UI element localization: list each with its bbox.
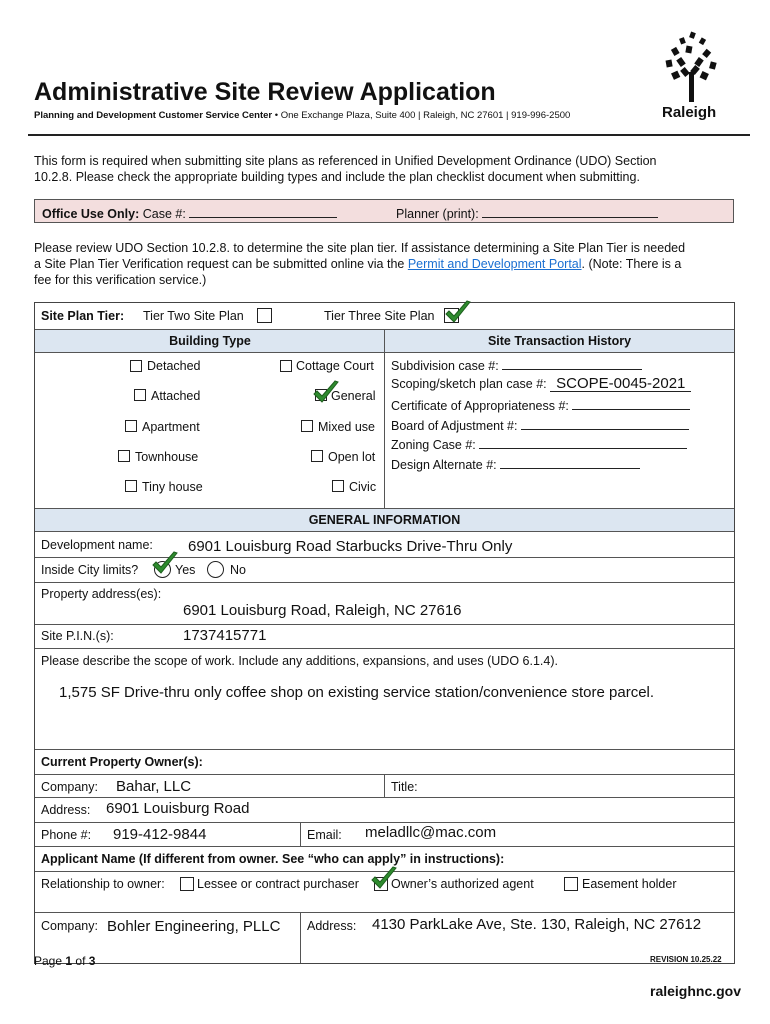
owner-email-label: Email: [307, 828, 342, 842]
subtitle-center: Planning and Development Customer Service Center [34, 110, 273, 121]
open-lot-checkbox[interactable] [311, 450, 323, 462]
mixed-use-checkbox[interactable] [301, 420, 313, 432]
intro-paragraph [34, 153, 657, 185]
tiny-house-label: Tiny house [142, 480, 203, 494]
tier-two-label: Tier Two Site Plan [143, 309, 244, 323]
detached-label: Detached [147, 359, 201, 373]
office-use-box [34, 199, 734, 223]
building-type-header: Building Type [169, 334, 251, 348]
owner-title-label: Title: [391, 780, 418, 794]
owner-company-field[interactable]: Bahar, LLC [116, 778, 192, 795]
coa-field[interactable] [572, 397, 690, 410]
page-number [34, 954, 95, 968]
subdivision-label: Subdivision case #: [391, 359, 499, 373]
lessee-label: Lessee or contract purchaser [197, 877, 359, 891]
portal-link[interactable]: Permit and Development Portal [407, 257, 582, 271]
townhouse-label: Townhouse [135, 450, 199, 464]
cottage-court-checkbox[interactable] [280, 360, 292, 372]
cottage-court-label: Cottage Court [296, 359, 374, 373]
city-no-radio[interactable] [207, 561, 224, 578]
owner-email-field[interactable]: meladllc@mac.com [365, 824, 497, 841]
detached-checkbox[interactable] [130, 360, 142, 372]
design-alternate-label: Design Alternate #: [391, 458, 497, 472]
page-total: 3 [88, 954, 96, 968]
dev-name-field[interactable]: 6901 Louisburg Road Starbucks Drive-Thru Only [188, 538, 513, 555]
case-label: Case #: [142, 207, 186, 221]
revision-label: REVISION 10.25.22 [650, 955, 722, 964]
page-current: 1 [65, 954, 73, 968]
boa-field[interactable] [521, 417, 689, 430]
civic-label: Civic [349, 480, 377, 494]
review-paragraph [34, 240, 685, 288]
website-label: raleighnc.gov [650, 983, 742, 999]
authorized-agent-label: Owner’s authorized agent [391, 877, 534, 891]
zoning-label: Zoning Case #: [391, 438, 476, 452]
scope-label: Please describe the scope of work. Include any additions, expansions, and uses (UDO 6.1.4). [41, 654, 558, 668]
transaction-history-header: Site Transaction History [487, 334, 632, 348]
owner-address-field[interactable]: 6901 Louisburg Road [106, 800, 250, 817]
property-address-label: Property address(es): [41, 587, 162, 601]
review-line-2-end: . (Note: There is a [581, 257, 682, 271]
intro-line-2: 10.2.8. Please check the appropriate building types and include the plan checklist document when submitting. [34, 170, 640, 184]
applicant-address-label: Address: [307, 919, 357, 933]
review-line-1: Please review UDO Section 10.2.8. to determine the site plan tier. If assistance determining a Site Plan Tier is needed [34, 241, 686, 255]
header-divider [28, 134, 750, 136]
property-address-field[interactable]: 6901 Louisburg Road, Raleigh, NC 27616 [183, 602, 462, 619]
attached-checkbox[interactable] [134, 389, 146, 401]
of-word: of [75, 954, 86, 968]
general-label: General [331, 389, 376, 403]
pin-label: Site P.I.N.(s): [41, 629, 114, 643]
mixed-use-label: Mixed use [318, 420, 375, 434]
review-line-2: a Site Plan Tier Verification request can be submitted online via the [34, 257, 408, 271]
office-use-label: Office Use Only: [42, 207, 140, 221]
owner-phone-label: Phone #: [41, 828, 92, 842]
zoning-field[interactable] [479, 436, 687, 449]
applicant-company-field[interactable]: Bohler Engineering, PLLC [107, 918, 281, 935]
city-no-label: No [230, 563, 246, 577]
attached-label: Attached [151, 389, 201, 403]
subdivision-field[interactable] [502, 357, 642, 370]
boa-label: Board of Adjustment #: [391, 419, 518, 433]
page-word: Page [34, 954, 63, 968]
easement-label: Easement holder [582, 877, 677, 891]
easement-checkbox[interactable] [564, 877, 578, 891]
subtitle-address: • One Exchange Plaza, Suite 400 | Raleigh, NC 27601 | 919-996-2500 [272, 110, 571, 121]
civic-checkbox[interactable] [332, 480, 344, 492]
owner-address-label: Address: [41, 803, 91, 817]
open-lot-label: Open lot [328, 450, 376, 464]
intro-line-1: This form is required when submitting site plans as referenced in Unified Development Ordinance (UDO) Section [34, 154, 657, 168]
tier-label: Site Plan Tier: [41, 309, 125, 323]
review-line-3: fee for this verification service.) [34, 273, 207, 287]
pin-field[interactable]: 1737415771 [183, 627, 267, 644]
scope-field[interactable]: 1,575 SF Drive-thru only coffee shop on existing service station/convenience store parcel. [59, 684, 655, 701]
page-subtitle [34, 110, 570, 121]
tier-three-label: Tier Three Site Plan [324, 309, 435, 323]
scoping-label: Scoping/sketch plan case #: [391, 377, 547, 391]
case-field[interactable] [189, 205, 337, 218]
tier-two-checkbox[interactable] [257, 308, 272, 323]
owner-phone-field[interactable]: 919-412-9844 [113, 826, 207, 843]
general-info-header: GENERAL INFORMATION [35, 509, 734, 531]
logo-text: Raleigh [662, 104, 717, 121]
page-title: Administrative Site Review Application [34, 78, 496, 106]
tier-three-checkmark-icon [443, 299, 473, 327]
relationship-label: Relationship to owner: [41, 877, 165, 891]
city-limits-label: Inside City limits? [41, 563, 139, 577]
owner-company-label: Company: [41, 780, 98, 794]
lessee-checkbox[interactable] [180, 877, 194, 891]
applicant-header: Applicant Name (If different from owner. See “who can apply” in instructions): [41, 852, 505, 866]
scoping-field[interactable]: SCOPE-0045-2021 [550, 377, 691, 392]
townhouse-checkbox[interactable] [118, 450, 130, 462]
owner-header: Current Property Owner(s): [41, 755, 203, 769]
tiny-house-checkbox[interactable] [125, 480, 137, 492]
application-form [34, 302, 735, 964]
dev-name-label: Development name: [41, 538, 153, 552]
applicant-address-field[interactable]: 4130 ParkLake Ave, Ste. 130, Raleigh, NC 27612 [372, 916, 702, 933]
city-yes-label: Yes [175, 563, 196, 577]
design-alternate-field[interactable] [500, 456, 640, 469]
applicant-company-label: Company: [41, 919, 98, 933]
apartment-label: Apartment [142, 420, 200, 434]
coa-label: Certificate of Appropriateness #: [391, 399, 569, 413]
planner-field[interactable] [482, 205, 658, 218]
apartment-checkbox[interactable] [125, 420, 137, 432]
planner-label: Planner (print): [396, 207, 479, 221]
